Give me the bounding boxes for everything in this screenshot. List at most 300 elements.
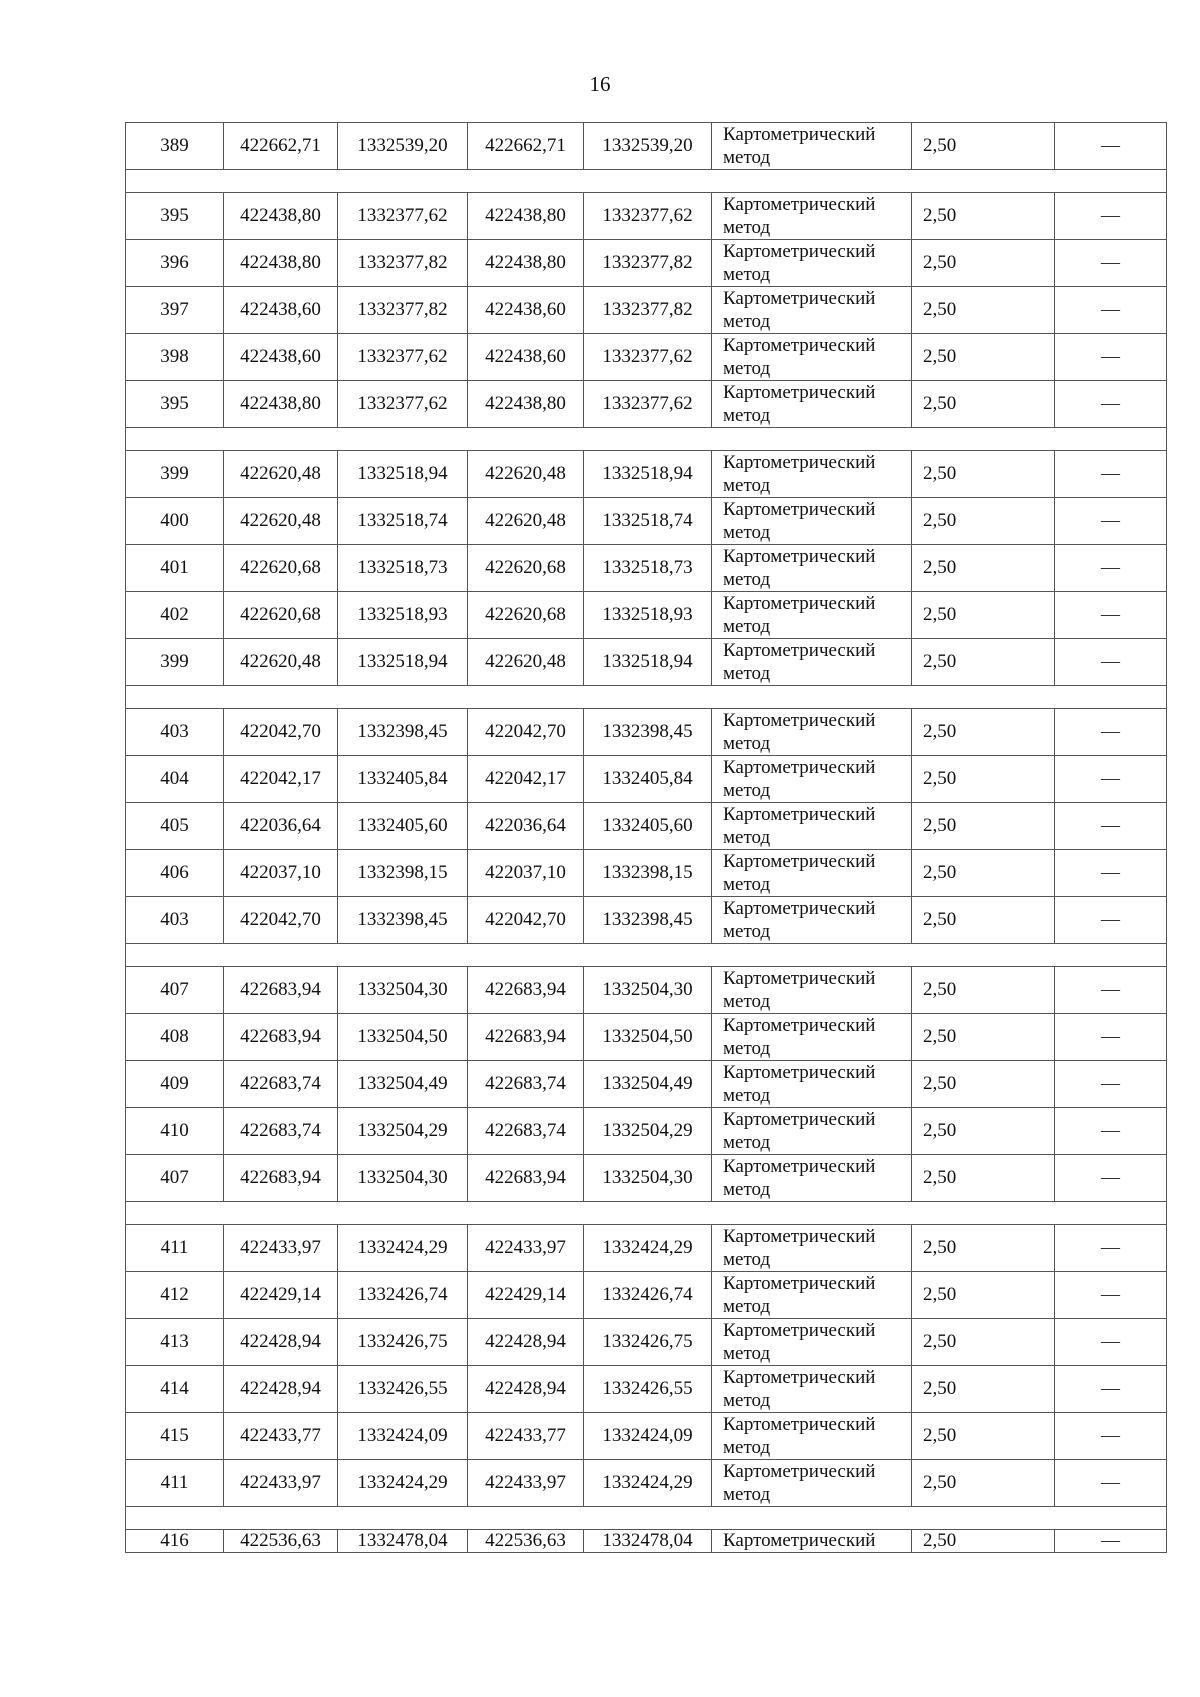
x-new-cell: 422042,70: [468, 709, 584, 756]
method-text: метод: [723, 217, 771, 238]
y-new-cell: 1332518,73: [584, 545, 712, 592]
method-text: Картометрический: [723, 1109, 876, 1130]
method-text: метод: [723, 311, 771, 332]
y-new-cell: 1332398,45: [584, 709, 712, 756]
method-text: метод: [723, 827, 771, 848]
table-row: [126, 123, 1167, 170]
precision-cell: 2,50: [912, 967, 1055, 1014]
x-existing-cell: 422037,10: [224, 850, 338, 897]
table-row: [126, 1413, 1167, 1460]
y-new-cell: 1332518,94: [584, 639, 712, 686]
separator-row: [126, 170, 1167, 193]
y-existing-cell: 1332504,30: [338, 967, 468, 1014]
y-new-cell: 1332504,30: [584, 1155, 712, 1202]
y-existing-cell: 1332426,75: [338, 1319, 468, 1366]
method-cell: [712, 287, 912, 334]
page-number: 16: [589, 72, 611, 96]
point-number-cell: 399: [126, 451, 224, 498]
method-text: Картометрический: [723, 335, 876, 356]
point-number-cell: 412: [126, 1272, 224, 1319]
precision-cell: 2,50: [912, 1272, 1055, 1319]
point-number-cell: 395: [126, 193, 224, 240]
method-text: метод: [723, 1484, 771, 1505]
method-text: метод: [723, 147, 771, 168]
table-row: [126, 1014, 1167, 1061]
method-cell: [712, 756, 912, 803]
y-new-cell: 1332504,30: [584, 967, 712, 1014]
precision-cell: 2,50: [912, 1155, 1055, 1202]
method-text: Картометрический: [723, 288, 876, 309]
separator-cell: [126, 1507, 1167, 1530]
method-cell: [712, 193, 912, 240]
method-text: Картометрический: [723, 1367, 876, 1388]
method-text: метод: [723, 1296, 771, 1317]
method-cell: [712, 334, 912, 381]
precision-cell: 2,50: [912, 381, 1055, 428]
description-cell: —: [1055, 1225, 1167, 1272]
method-text: Картометрический: [723, 499, 876, 520]
precision-cell: 2,50: [912, 592, 1055, 639]
x-new-cell: 422036,64: [468, 803, 584, 850]
table-row: [126, 1319, 1167, 1366]
y-existing-cell: 1332405,84: [338, 756, 468, 803]
y-new-cell: 1332377,82: [584, 240, 712, 287]
point-number-cell: 407: [126, 1155, 224, 1202]
table-row: [126, 1530, 1167, 1553]
description-cell: —: [1055, 967, 1167, 1014]
point-number-cell: 414: [126, 1366, 224, 1413]
description-cell: —: [1055, 1530, 1167, 1553]
precision-cell: 2,50: [912, 123, 1055, 170]
y-existing-cell: 1332424,29: [338, 1225, 468, 1272]
precision-cell: 2,50: [912, 287, 1055, 334]
description-cell: —: [1055, 1319, 1167, 1366]
x-existing-cell: 422428,94: [224, 1366, 338, 1413]
coordinates-table: [125, 122, 1167, 1553]
y-new-cell: 1332518,93: [584, 592, 712, 639]
table-body: [126, 123, 1167, 1553]
method-cell: [712, 1272, 912, 1319]
x-new-cell: 422683,74: [468, 1061, 584, 1108]
method-cell: [712, 803, 912, 850]
method-cell: [712, 1366, 912, 1413]
y-new-cell: 1332539,20: [584, 123, 712, 170]
point-number-cell: 398: [126, 334, 224, 381]
method-text: Картометрический: [723, 1062, 876, 1083]
x-new-cell: 422683,94: [468, 1014, 584, 1061]
method-cell: [712, 850, 912, 897]
x-new-cell: 422683,74: [468, 1108, 584, 1155]
y-existing-cell: 1332377,62: [338, 334, 468, 381]
y-existing-cell: 1332424,29: [338, 1460, 468, 1507]
x-new-cell: 422037,10: [468, 850, 584, 897]
x-new-cell: 422438,60: [468, 334, 584, 381]
method-text: метод: [723, 1390, 771, 1411]
method-text: метод: [723, 569, 771, 590]
table-row: [126, 1061, 1167, 1108]
x-new-cell: 422438,60: [468, 287, 584, 334]
point-number-cell: 408: [126, 1014, 224, 1061]
y-new-cell: 1332518,94: [584, 451, 712, 498]
description-cell: —: [1055, 756, 1167, 803]
y-new-cell: 1332504,50: [584, 1014, 712, 1061]
description-cell: —: [1055, 1155, 1167, 1202]
precision-cell: 2,50: [912, 1061, 1055, 1108]
method-text: Картометрический: [723, 124, 876, 145]
point-number-cell: 401: [126, 545, 224, 592]
x-new-cell: 422042,17: [468, 756, 584, 803]
precision-cell: 2,50: [912, 1014, 1055, 1061]
table-row: [126, 1366, 1167, 1413]
x-existing-cell: 422042,70: [224, 897, 338, 944]
method-text: метод: [723, 874, 771, 895]
x-new-cell: 422620,68: [468, 545, 584, 592]
table-row: [126, 193, 1167, 240]
method-cell: [712, 545, 912, 592]
x-new-cell: 422428,94: [468, 1319, 584, 1366]
method-text: метод: [723, 921, 771, 942]
x-new-cell: 422429,14: [468, 1272, 584, 1319]
y-existing-cell: 1332539,20: [338, 123, 468, 170]
precision-cell: 2,50: [912, 709, 1055, 756]
method-text: Картометрический: [723, 1320, 876, 1341]
x-existing-cell: 422438,80: [224, 381, 338, 428]
x-new-cell: 422662,71: [468, 123, 584, 170]
x-existing-cell: 422438,80: [224, 193, 338, 240]
method-text: Картометрический: [723, 968, 876, 989]
y-new-cell: 1332426,55: [584, 1366, 712, 1413]
y-new-cell: 1332377,62: [584, 381, 712, 428]
method-cell: [712, 240, 912, 287]
separator-cell: [126, 944, 1167, 967]
table-row: [126, 592, 1167, 639]
y-new-cell: 1332424,29: [584, 1225, 712, 1272]
separator-cell: [126, 1202, 1167, 1225]
precision-cell: 2,50: [912, 1225, 1055, 1272]
separator-cell: [126, 686, 1167, 709]
table-row: [126, 1108, 1167, 1155]
separator-row: [126, 428, 1167, 451]
table-row: [126, 709, 1167, 756]
method-text: метод: [723, 991, 771, 1012]
table-row: [126, 1272, 1167, 1319]
description-cell: —: [1055, 639, 1167, 686]
method-text: метод: [723, 264, 771, 285]
x-existing-cell: 422036,64: [224, 803, 338, 850]
point-number-cell: 411: [126, 1225, 224, 1272]
separator-cell: [126, 428, 1167, 451]
method-text: Картометрический: [723, 1461, 876, 1482]
method-cell: [712, 1225, 912, 1272]
description-cell: —: [1055, 803, 1167, 850]
point-number-cell: 407: [126, 967, 224, 1014]
method-text: Картометрический: [723, 1226, 876, 1247]
method-text: Картометрический: [723, 382, 876, 403]
point-number-cell: 400: [126, 498, 224, 545]
precision-cell: 2,50: [912, 1108, 1055, 1155]
method-text: метод: [723, 1343, 771, 1364]
description-cell: —: [1055, 1272, 1167, 1319]
description-cell: —: [1055, 1460, 1167, 1507]
y-new-cell: 1332424,09: [584, 1413, 712, 1460]
description-cell: —: [1055, 381, 1167, 428]
description-cell: —: [1055, 592, 1167, 639]
separator-row: [126, 686, 1167, 709]
method-text: Картометрический: [723, 452, 876, 473]
method-text: метод: [723, 522, 771, 543]
point-number-cell: 411: [126, 1460, 224, 1507]
point-number-cell: 413: [126, 1319, 224, 1366]
x-existing-cell: 422536,63: [224, 1530, 338, 1553]
precision-cell: 2,50: [912, 1319, 1055, 1366]
x-new-cell: 422438,80: [468, 381, 584, 428]
table-row: [126, 756, 1167, 803]
description-cell: —: [1055, 1108, 1167, 1155]
precision-cell: 2,50: [912, 1530, 1055, 1553]
table-row: [126, 850, 1167, 897]
description-cell: —: [1055, 850, 1167, 897]
y-existing-cell: 1332504,49: [338, 1061, 468, 1108]
method-text: метод: [723, 1249, 771, 1270]
y-existing-cell: 1332398,15: [338, 850, 468, 897]
x-existing-cell: 422042,70: [224, 709, 338, 756]
separator-cell: [126, 170, 1167, 193]
method-text: Картометрический: [723, 546, 876, 567]
y-existing-cell: 1332398,45: [338, 709, 468, 756]
description-cell: —: [1055, 709, 1167, 756]
method-text: метод: [723, 1038, 771, 1059]
method-text: метод: [723, 1085, 771, 1106]
x-new-cell: 422042,70: [468, 897, 584, 944]
y-new-cell: 1332398,45: [584, 897, 712, 944]
point-number-cell: 397: [126, 287, 224, 334]
separator-row: [126, 1202, 1167, 1225]
method-text: метод: [723, 1132, 771, 1153]
x-new-cell: 422433,77: [468, 1413, 584, 1460]
y-new-cell: 1332504,49: [584, 1061, 712, 1108]
description-cell: —: [1055, 240, 1167, 287]
y-new-cell: 1332426,75: [584, 1319, 712, 1366]
point-number-cell: 415: [126, 1413, 224, 1460]
y-existing-cell: 1332377,62: [338, 381, 468, 428]
precision-cell: 2,50: [912, 334, 1055, 381]
method-text: Картометрический: [723, 851, 876, 872]
x-existing-cell: 422662,71: [224, 123, 338, 170]
y-existing-cell: 1332478,04: [338, 1530, 468, 1553]
method-cell: [712, 1413, 912, 1460]
method-text: Картометрический: [723, 1273, 876, 1294]
y-existing-cell: 1332426,55: [338, 1366, 468, 1413]
x-existing-cell: 422683,94: [224, 1014, 338, 1061]
y-existing-cell: 1332518,73: [338, 545, 468, 592]
x-existing-cell: 422683,94: [224, 1155, 338, 1202]
description-cell: —: [1055, 193, 1167, 240]
precision-cell: 2,50: [912, 897, 1055, 944]
method-text: Картометрический: [723, 593, 876, 614]
x-existing-cell: 422433,77: [224, 1413, 338, 1460]
method-cell: [712, 451, 912, 498]
x-existing-cell: 422433,97: [224, 1225, 338, 1272]
method-cell: [712, 381, 912, 428]
method-cell: [712, 1530, 912, 1553]
x-existing-cell: 422433,97: [224, 1460, 338, 1507]
precision-cell: 2,50: [912, 850, 1055, 897]
method-text: метод: [723, 1179, 771, 1200]
table-row: [126, 1155, 1167, 1202]
point-number-cell: 396: [126, 240, 224, 287]
y-existing-cell: 1332398,45: [338, 897, 468, 944]
precision-cell: 2,50: [912, 545, 1055, 592]
y-existing-cell: 1332426,74: [338, 1272, 468, 1319]
y-new-cell: 1332478,04: [584, 1530, 712, 1553]
point-number-cell: 406: [126, 850, 224, 897]
method-text: Картометрический: [723, 757, 876, 778]
description-cell: —: [1055, 334, 1167, 381]
method-cell: [712, 639, 912, 686]
method-text: Картометрический: [723, 898, 876, 919]
precision-cell: 2,50: [912, 803, 1055, 850]
point-number-cell: 410: [126, 1108, 224, 1155]
y-existing-cell: 1332518,94: [338, 451, 468, 498]
x-new-cell: 422683,94: [468, 1155, 584, 1202]
method-text: Картометрический: [723, 1156, 876, 1177]
description-cell: —: [1055, 897, 1167, 944]
table-row: [126, 381, 1167, 428]
method-text: метод: [723, 405, 771, 426]
point-number-cell: 399: [126, 639, 224, 686]
table-row: [126, 498, 1167, 545]
method-text: метод: [723, 733, 771, 754]
precision-cell: 2,50: [912, 451, 1055, 498]
table-row: [126, 451, 1167, 498]
method-cell: [712, 498, 912, 545]
y-new-cell: 1332424,29: [584, 1460, 712, 1507]
precision-cell: 2,50: [912, 498, 1055, 545]
y-existing-cell: 1332377,82: [338, 240, 468, 287]
method-cell: [712, 123, 912, 170]
x-new-cell: 422620,68: [468, 592, 584, 639]
point-number-cell: 416: [126, 1530, 224, 1553]
precision-cell: 2,50: [912, 1366, 1055, 1413]
method-text: метод: [723, 1437, 771, 1458]
x-new-cell: 422433,97: [468, 1460, 584, 1507]
table-row: [126, 1460, 1167, 1507]
x-new-cell: 422433,97: [468, 1225, 584, 1272]
table-row: [126, 967, 1167, 1014]
x-existing-cell: 422438,60: [224, 287, 338, 334]
method-cell: [712, 1108, 912, 1155]
y-existing-cell: 1332504,29: [338, 1108, 468, 1155]
point-number-cell: 395: [126, 381, 224, 428]
y-existing-cell: 1332424,09: [338, 1413, 468, 1460]
method-text: Картометрический: [723, 640, 876, 661]
method-cell: [712, 1014, 912, 1061]
method-text: метод: [723, 475, 771, 496]
method-text: Картометрический: [723, 1414, 876, 1435]
method-text: Картометрический: [723, 804, 876, 825]
description-cell: —: [1055, 1061, 1167, 1108]
x-existing-cell: 422042,17: [224, 756, 338, 803]
point-number-cell: 404: [126, 756, 224, 803]
table-row: [126, 639, 1167, 686]
separator-row: [126, 1507, 1167, 1530]
y-existing-cell: 1332377,82: [338, 287, 468, 334]
y-new-cell: 1332377,82: [584, 287, 712, 334]
precision-cell: 2,50: [912, 1460, 1055, 1507]
point-number-cell: 403: [126, 709, 224, 756]
x-new-cell: 422428,94: [468, 1366, 584, 1413]
method-text: метод: [723, 358, 771, 379]
x-existing-cell: 422683,74: [224, 1108, 338, 1155]
x-new-cell: 422536,63: [468, 1530, 584, 1553]
x-existing-cell: 422683,94: [224, 967, 338, 1014]
y-new-cell: 1332518,74: [584, 498, 712, 545]
description-cell: —: [1055, 451, 1167, 498]
x-existing-cell: 422620,68: [224, 545, 338, 592]
x-new-cell: 422438,80: [468, 240, 584, 287]
x-new-cell: 422620,48: [468, 498, 584, 545]
description-cell: —: [1055, 1366, 1167, 1413]
description-cell: —: [1055, 1014, 1167, 1061]
description-cell: —: [1055, 545, 1167, 592]
method-text: Картометрический: [723, 710, 876, 731]
point-number-cell: 389: [126, 123, 224, 170]
precision-cell: 2,50: [912, 639, 1055, 686]
method-text: Картометрический: [723, 194, 876, 215]
x-new-cell: 422620,48: [468, 451, 584, 498]
x-existing-cell: 422620,68: [224, 592, 338, 639]
y-new-cell: 1332398,15: [584, 850, 712, 897]
y-existing-cell: 1332518,74: [338, 498, 468, 545]
method-text: метод: [723, 616, 771, 637]
y-new-cell: 1332377,62: [584, 334, 712, 381]
table-row: [126, 287, 1167, 334]
precision-cell: 2,50: [912, 1413, 1055, 1460]
method-cell: [712, 967, 912, 1014]
point-number-cell: 405: [126, 803, 224, 850]
description-cell: —: [1055, 287, 1167, 334]
description-cell: —: [1055, 498, 1167, 545]
y-new-cell: 1332504,29: [584, 1108, 712, 1155]
method-cell: [712, 897, 912, 944]
x-existing-cell: 422428,94: [224, 1319, 338, 1366]
method-cell: [712, 1061, 912, 1108]
method-cell: [712, 1460, 912, 1507]
point-number-cell: 402: [126, 592, 224, 639]
table-row: [126, 545, 1167, 592]
method-cell: [712, 1319, 912, 1366]
precision-cell: 2,50: [912, 756, 1055, 803]
y-new-cell: 1332405,60: [584, 803, 712, 850]
description-cell: —: [1055, 123, 1167, 170]
description-cell: —: [1055, 1413, 1167, 1460]
y-existing-cell: 1332504,30: [338, 1155, 468, 1202]
x-new-cell: 422683,94: [468, 967, 584, 1014]
x-existing-cell: 422438,60: [224, 334, 338, 381]
x-existing-cell: 422620,48: [224, 639, 338, 686]
x-existing-cell: 422683,74: [224, 1061, 338, 1108]
method-text: метод: [723, 780, 771, 801]
method-text: метод: [723, 663, 771, 684]
separator-row: [126, 944, 1167, 967]
point-number-cell: 409: [126, 1061, 224, 1108]
point-number-cell: 403: [126, 897, 224, 944]
x-existing-cell: 422620,48: [224, 498, 338, 545]
table-row: [126, 1225, 1167, 1272]
method-cell: [712, 1155, 912, 1202]
y-existing-cell: 1332504,50: [338, 1014, 468, 1061]
method-text: Картометрический: [723, 1530, 876, 1551]
